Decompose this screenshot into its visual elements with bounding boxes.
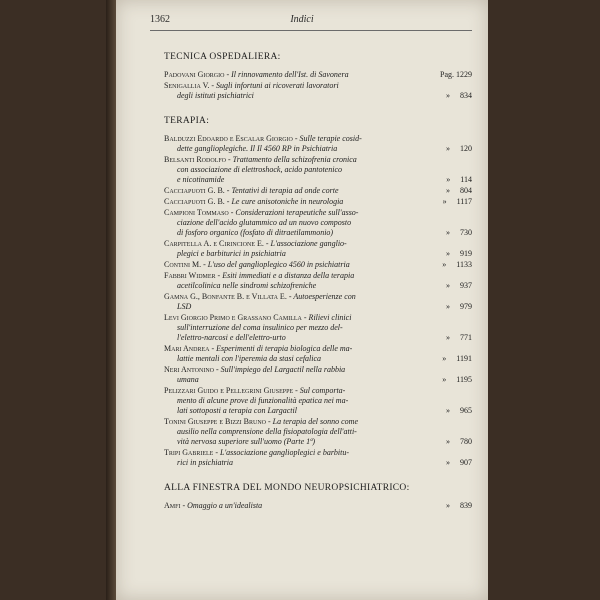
entry-line bbox=[152, 501, 472, 511]
index-entry bbox=[152, 386, 472, 416]
entry-title: lattie mentali con l'iperemia da stasi cefalica bbox=[177, 354, 322, 363]
entry-author: Mari Andrea bbox=[164, 344, 210, 353]
entry-title: di fosforo organico (fosfato di ditraetilammonio) bbox=[177, 228, 334, 237]
entry-author: Carpitella A. e Cirincione E. bbox=[164, 239, 264, 248]
entry-title: - Omaggio a un'idealista bbox=[180, 501, 263, 510]
ditto-mark: » bbox=[446, 458, 450, 467]
ditto-mark: » bbox=[442, 354, 447, 363]
page-ref-number: 937 bbox=[460, 281, 472, 290]
entry-line bbox=[152, 417, 472, 427]
ditto-mark: » bbox=[446, 91, 450, 100]
entry-title: mento di alcune prove di funzionalità epatica nei ma- bbox=[177, 396, 349, 405]
entry-author: Senigallia V. bbox=[164, 81, 210, 90]
index-entry bbox=[152, 260, 472, 270]
index-entry bbox=[152, 239, 472, 259]
entry-line bbox=[152, 292, 472, 302]
ditto-mark: » bbox=[446, 333, 450, 342]
entry-line bbox=[152, 323, 472, 333]
entry-title: - Rilievi clinici bbox=[301, 313, 352, 322]
entry-author: Tonini Giuseppe e Bizzi Bruno bbox=[164, 417, 266, 426]
page-ref-number: 1195 bbox=[456, 375, 472, 384]
entry-author: Neri Antonino bbox=[164, 365, 214, 374]
section-heading: TERAPIA: bbox=[164, 116, 210, 126]
entry-line bbox=[152, 81, 472, 91]
index-entry bbox=[152, 313, 472, 343]
ditto-mark: » bbox=[442, 260, 447, 269]
entry-title: - La terapia del sonno come bbox=[266, 417, 358, 426]
ditto-mark: » bbox=[446, 406, 450, 415]
page-reference bbox=[442, 375, 472, 385]
page-reference bbox=[446, 333, 472, 343]
entry-title: - Tentativi di terapia ad onde corte bbox=[224, 186, 339, 195]
entry-title: - Esiti immediati e a distanza della terapia bbox=[215, 271, 355, 280]
section-gap bbox=[152, 469, 472, 483]
entry-title: - Esperimenti di terapia biologica delle ma- bbox=[209, 344, 353, 353]
entry-title: - L'uso del ganglioplegico 4560 in psichiatria bbox=[201, 260, 350, 269]
page-reference bbox=[446, 228, 472, 238]
entry-title: - Trattamento della schizofrenia cronica bbox=[226, 155, 357, 164]
page-ref-number: 965 bbox=[460, 406, 472, 415]
entry-line bbox=[152, 239, 472, 249]
entry-line bbox=[152, 281, 472, 291]
page-reference bbox=[442, 354, 472, 364]
entry-line bbox=[152, 427, 472, 437]
entry-line bbox=[152, 448, 472, 458]
book-page bbox=[116, 0, 488, 600]
entry-line bbox=[152, 165, 472, 175]
entry-line bbox=[152, 458, 472, 468]
entry-title: - Sul comporta- bbox=[293, 386, 346, 395]
page-header bbox=[116, 14, 488, 30]
section-gap bbox=[152, 102, 472, 116]
index-entry bbox=[152, 271, 472, 291]
entry-author: Amfi bbox=[164, 501, 181, 510]
index-entry bbox=[152, 365, 472, 385]
entry-line bbox=[152, 354, 472, 364]
page-reference bbox=[446, 249, 472, 259]
ditto-mark: » bbox=[446, 501, 450, 510]
page-reference bbox=[446, 144, 472, 154]
book-spine bbox=[106, 0, 116, 600]
index-entry bbox=[152, 155, 472, 185]
entry-title: con associazione di elettroshock, acido pantotenico bbox=[177, 165, 343, 174]
running-title: Indici bbox=[290, 14, 314, 25]
entry-line bbox=[152, 218, 472, 228]
entry-line bbox=[152, 91, 472, 101]
entry-title: dette ganglioplegiche. Il Il 4560 RP in Psichiatria bbox=[177, 144, 338, 153]
page-reference bbox=[440, 70, 472, 80]
index-entry bbox=[152, 197, 472, 207]
entry-author: Fabbri Widmer bbox=[164, 271, 216, 280]
entry-author: Levi Giorgio Primo e Grassano Camilla bbox=[164, 313, 302, 322]
page-ref-number: 834 bbox=[460, 91, 472, 100]
entry-title: rici in psichiatria bbox=[177, 458, 233, 467]
entry-title: - Il rinnovamento dell'Ist. di Savonera bbox=[224, 70, 349, 79]
page-number: 1362 bbox=[150, 14, 170, 25]
page-reference bbox=[446, 437, 472, 447]
page-ref-number: 907 bbox=[460, 458, 472, 467]
entry-title: umana bbox=[177, 375, 199, 384]
entry-line bbox=[152, 260, 472, 270]
entry-line bbox=[152, 365, 472, 375]
section-heading: ALLA FINESTRA DEL MONDO NEUROPSICHIATRICO: bbox=[164, 483, 410, 493]
entry-line bbox=[152, 396, 472, 406]
ditto-mark: » bbox=[446, 186, 450, 195]
ditto-mark: » bbox=[442, 197, 447, 206]
entry-line bbox=[152, 271, 472, 281]
entry-author: Cacciapuoti G. B. bbox=[164, 197, 225, 206]
entry-line bbox=[152, 186, 472, 196]
entry-title: l'elettro-narcosi e dell'elettro-urto bbox=[177, 333, 286, 342]
entry-line bbox=[152, 302, 472, 312]
entry-line bbox=[152, 155, 472, 165]
page-reference bbox=[446, 458, 472, 468]
page-ref-number: 1133 bbox=[456, 260, 472, 269]
ditto-mark: » bbox=[446, 302, 450, 311]
index-entry bbox=[152, 448, 472, 468]
index-entry bbox=[152, 292, 472, 312]
page-ref-number: 114 bbox=[460, 175, 472, 184]
entry-author: Tripi Gabriele bbox=[164, 448, 214, 457]
entry-author: Padovani Giorgio bbox=[164, 70, 225, 79]
entry-title: plegici e barbiturici in psichiatria bbox=[177, 249, 286, 258]
entry-title: - Sull'impiego del Largactil nella rabbia bbox=[214, 365, 346, 374]
entry-line bbox=[152, 228, 472, 238]
page-reference bbox=[446, 186, 472, 196]
entry-title: degli istituti psichiatrici bbox=[177, 91, 254, 100]
index-entry bbox=[152, 134, 472, 154]
page-reference bbox=[446, 501, 472, 511]
entry-title: LSD bbox=[177, 302, 192, 311]
entry-title: ausilio nella comprensione della fisiopatologia dell'atti- bbox=[177, 427, 357, 436]
entry-author: Belsanti Rodolfo bbox=[164, 155, 227, 164]
ditto-mark: » bbox=[446, 175, 451, 184]
entry-author: Balduzzi Edoardo e Escalar Giorgio bbox=[164, 134, 293, 143]
index-entry bbox=[152, 186, 472, 196]
entry-title: acetilcolinica nelle sindromi schizofreniche bbox=[177, 281, 317, 290]
entry-title: - Sulle terapie cosid- bbox=[292, 134, 362, 143]
page-ref-number: Pag. 1229 bbox=[440, 70, 472, 79]
page-ref-number: 839 bbox=[460, 501, 472, 510]
entry-title: lati sottoposti a terapia con Largactil bbox=[177, 406, 297, 415]
entry-line bbox=[152, 406, 472, 416]
ditto-mark: » bbox=[446, 281, 450, 290]
entry-line bbox=[152, 249, 472, 259]
entry-line bbox=[152, 70, 472, 80]
entry-title: - L'associazione ganglio- bbox=[263, 239, 347, 248]
page-reference bbox=[442, 260, 472, 270]
page-reference bbox=[446, 91, 472, 101]
entry-title: - Autoesperienze con bbox=[286, 292, 356, 301]
entry-title: ciazione dell'acido glutammico ad un nuovo composto bbox=[177, 218, 352, 227]
index-entry bbox=[152, 417, 472, 447]
entry-author: Cacciapuoti G. B. bbox=[164, 186, 225, 195]
entry-author: Campioni Tommaso bbox=[164, 208, 229, 217]
page-ref-number: 804 bbox=[460, 186, 472, 195]
index-entry bbox=[152, 344, 472, 364]
index-entry bbox=[152, 501, 472, 511]
ditto-mark: » bbox=[446, 228, 450, 237]
page-reference bbox=[443, 197, 472, 207]
entry-line bbox=[152, 437, 472, 447]
entry-line bbox=[152, 208, 472, 218]
index-content bbox=[152, 52, 472, 512]
entry-line bbox=[152, 175, 472, 185]
entry-title: e nicotinamide bbox=[177, 175, 225, 184]
entry-line bbox=[152, 386, 472, 396]
entry-line bbox=[152, 375, 472, 385]
ditto-mark: » bbox=[446, 437, 450, 446]
entry-author: Contini M. bbox=[164, 260, 202, 269]
entry-author: Pelizzari Guido e Pellegrini Giuseppe bbox=[164, 386, 294, 395]
page-reference bbox=[446, 406, 472, 416]
entry-line bbox=[152, 144, 472, 154]
page-reference bbox=[446, 302, 472, 312]
page-ref-number: 1117 bbox=[456, 197, 472, 206]
entry-line bbox=[152, 134, 472, 144]
page-reference bbox=[446, 175, 472, 185]
entry-title: - Le cure anisotoniche in neurologia bbox=[224, 197, 344, 206]
entry-line bbox=[152, 313, 472, 323]
page-reference bbox=[446, 281, 472, 291]
ditto-mark: » bbox=[446, 249, 450, 258]
entry-title: - Considerazioni terapeutiche sull'asso- bbox=[228, 208, 359, 217]
entry-title: - L'associazione ganglioplegici e barbitu- bbox=[213, 448, 350, 457]
page-ref-number: 780 bbox=[460, 437, 472, 446]
entry-title: vità nervosa superiore sull'uomo (Parte 1ª) bbox=[177, 437, 316, 446]
entry-line bbox=[152, 333, 472, 343]
page-ref-number: 730 bbox=[460, 228, 472, 237]
section-heading: TECNICA OSPEDALIERA: bbox=[164, 52, 281, 62]
entry-line bbox=[152, 197, 472, 207]
entry-line bbox=[152, 344, 472, 354]
page-ref-number: 979 bbox=[460, 302, 472, 311]
ditto-mark: » bbox=[446, 144, 450, 153]
index-entry bbox=[152, 208, 472, 238]
page-ref-number: 771 bbox=[460, 333, 472, 342]
entry-title: - Sugli infortuni ai ricoverati lavoratori bbox=[209, 81, 339, 90]
ditto-mark: » bbox=[442, 375, 447, 384]
page-ref-number: 120 bbox=[460, 144, 472, 153]
page-ref-number: 1191 bbox=[456, 354, 472, 363]
entry-author: Gamna G., Bonfante B. e Villata E. bbox=[164, 292, 287, 301]
header-rule bbox=[150, 30, 472, 31]
page-ref-number: 919 bbox=[460, 249, 472, 258]
entry-title: sull'interruzione del coma insulinico per mezzo del- bbox=[177, 323, 343, 332]
index-entry bbox=[152, 81, 472, 101]
index-entry bbox=[152, 70, 472, 80]
